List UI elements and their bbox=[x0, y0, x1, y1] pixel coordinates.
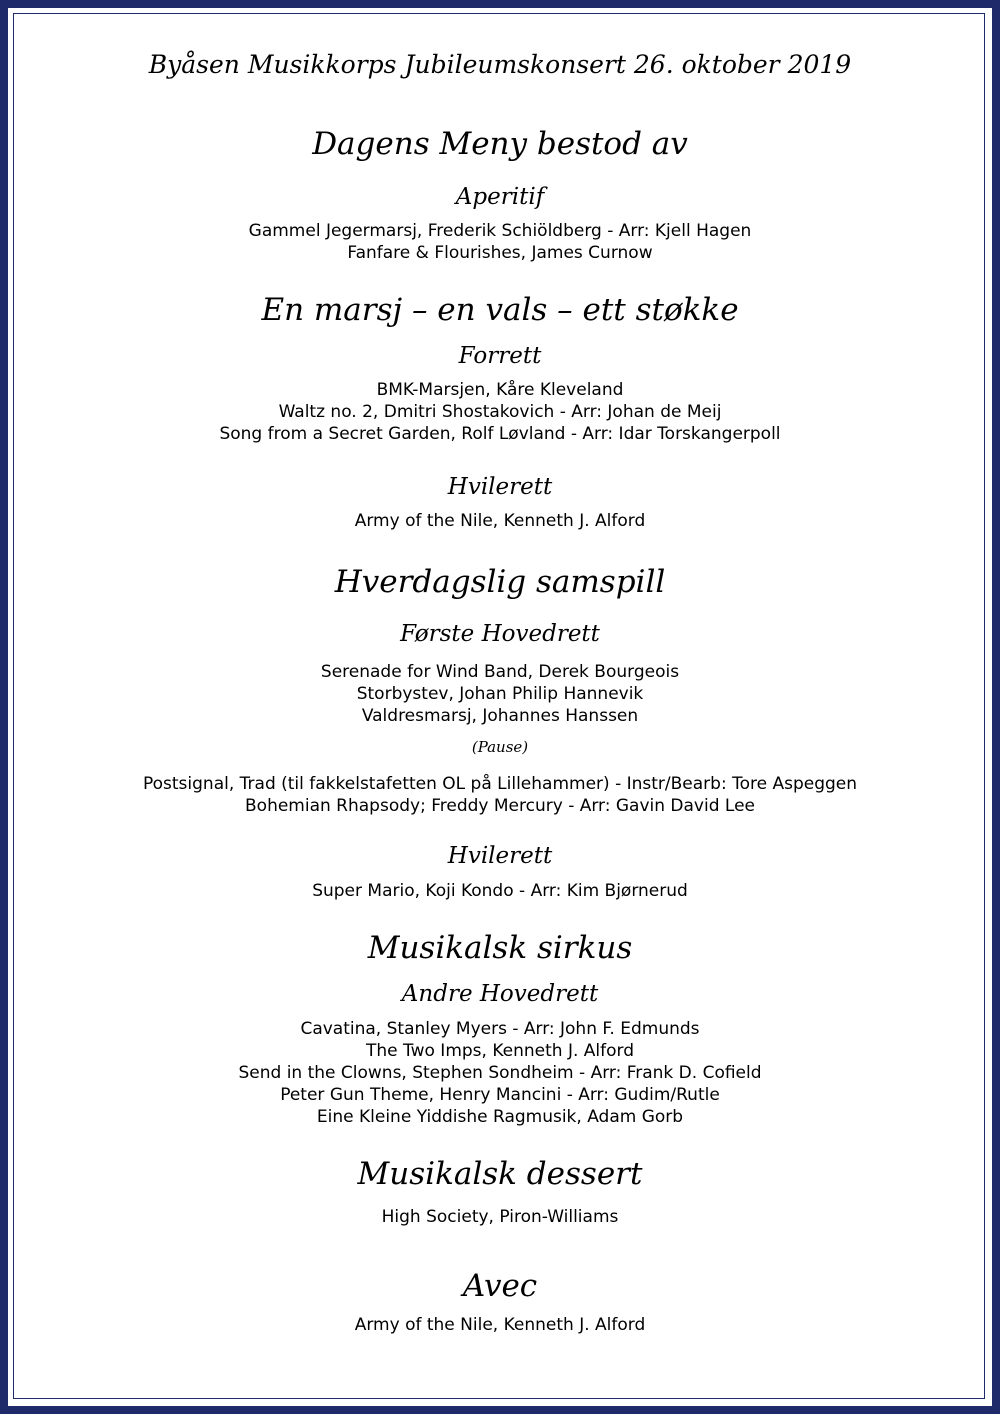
list-item: Serenade for Wind Band, Derek Bourgeois bbox=[320, 662, 680, 682]
course-forste-hovedrett: Første Hovedrett bbox=[400, 621, 600, 647]
course-hvilerett-1: Hvilerett bbox=[447, 474, 553, 500]
list-item: Bohemian Rhapsody; Freddy Mercury - Arr: Gavin David Lee bbox=[245, 796, 755, 816]
forrett-item-list bbox=[0, 379, 1000, 445]
list-item: Army of the Nile, Kenneth J. Alford bbox=[354, 511, 646, 531]
section-heading-hverdag: Hverdagslig samspill bbox=[334, 564, 666, 600]
hvilerett-1-item-list bbox=[0, 510, 1000, 532]
list-item: High Society, Piron-Williams bbox=[381, 1207, 619, 1227]
list-item: Storbystev, Johan Philip Hannevik bbox=[356, 684, 644, 704]
list-item: Waltz no. 2, Dmitri Shostakovich - Arr: Johan de Meij bbox=[278, 402, 722, 422]
hvilerett-2-item-list bbox=[0, 880, 1000, 902]
course-andre-hovedrett: Andre Hovedrett bbox=[401, 981, 599, 1007]
course-aperitif: Aperitif bbox=[455, 184, 545, 210]
list-item: Eine Kleine Yiddishe Ragmusik, Adam Gorb bbox=[316, 1107, 684, 1127]
section-heading-menu: Dagens Meny bestod av bbox=[312, 126, 688, 162]
list-item: Song from a Secret Garden, Rolf Løvland - Arr: Idar Torskangerpoll bbox=[219, 424, 781, 444]
section-heading-sirkus: Musikalsk sirkus bbox=[367, 930, 633, 966]
list-item: Peter Gun Theme, Henry Mancini - Arr: Gudim/Rutle bbox=[280, 1085, 720, 1105]
avec-item-list bbox=[0, 1314, 1000, 1336]
andre-hovedrett-item-list bbox=[0, 1018, 1000, 1128]
list-item: The Two Imps, Kenneth J. Alford bbox=[366, 1041, 634, 1061]
list-item: Postsignal, Trad (til fakkelstafetten OL på Lillehammer) - Instr/Bearb: Tore Aspeggen bbox=[142, 774, 858, 794]
list-item: Gammel Jegermarsj, Frederik Schiöldberg - Arr: Kjell Hagen bbox=[248, 221, 752, 241]
section-heading-avec: Avec bbox=[462, 1268, 538, 1304]
list-item: Super Mario, Koji Kondo - Arr: Kim Bjørnerud bbox=[312, 881, 688, 901]
section-heading-dessert: Musikalsk dessert bbox=[357, 1156, 643, 1192]
section-heading-marsj: En marsj – en vals – ett støkke bbox=[261, 292, 739, 328]
list-item: Fanfare & Flourishes, James Curnow bbox=[347, 243, 653, 263]
after-pause-item-list bbox=[0, 773, 1000, 817]
document-title: Byåsen Musikkorps Jubileumskonsert 26. oktober 2019 bbox=[148, 50, 852, 79]
list-item: BMK-Marsjen, Kåre Kleveland bbox=[376, 380, 624, 400]
menu-item-list bbox=[0, 220, 1000, 264]
list-item: Cavatina, Stanley Myers - Arr: John F. Edmunds bbox=[300, 1019, 700, 1039]
list-item: Army of the Nile, Kenneth J. Alford bbox=[354, 1315, 646, 1335]
pause-note: (Pause) bbox=[471, 738, 529, 756]
dessert-item-list bbox=[0, 1206, 1000, 1228]
list-item: Valdresmarsj, Johannes Hanssen bbox=[361, 706, 639, 726]
forste-hovedrett-item-list bbox=[0, 661, 1000, 727]
list-item: Send in the Clowns, Stephen Sondheim - Arr: Frank D. Cofield bbox=[238, 1063, 762, 1083]
course-forrett: Forrett bbox=[458, 343, 542, 369]
course-hvilerett-2: Hvilerett bbox=[447, 843, 553, 869]
